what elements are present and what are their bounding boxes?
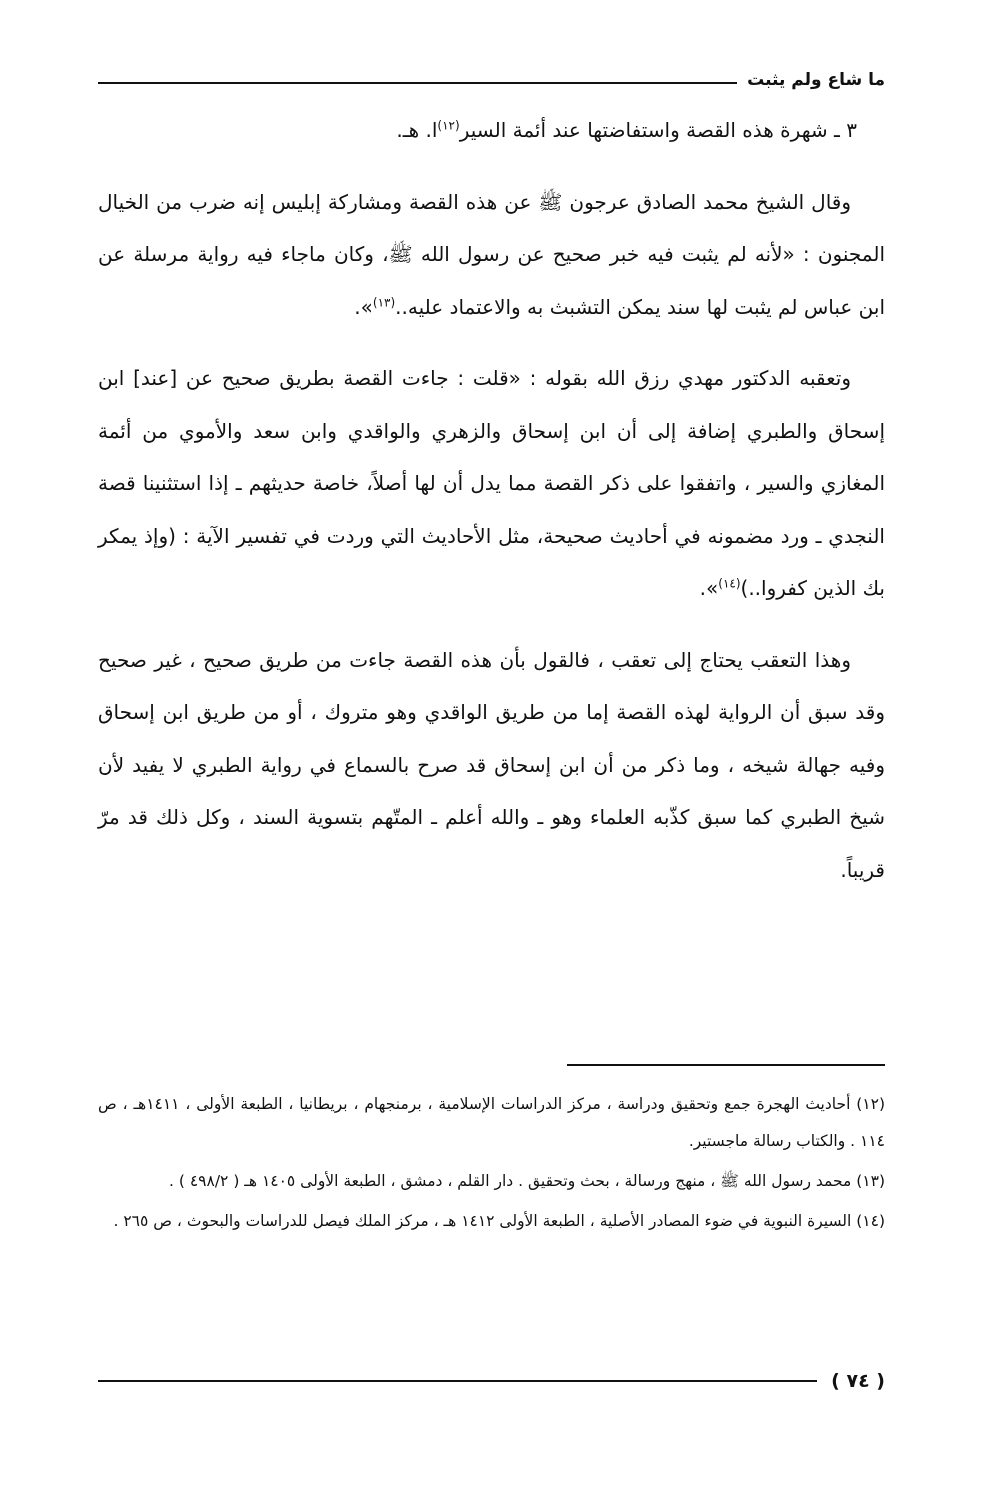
- paragraph-1-text: ٣ ـ شهرة هذه القصة واستفاضتها عند أئمة السير: [459, 118, 857, 142]
- footnote-ref-14: (١٤): [718, 576, 741, 591]
- paragraph-2-text: وقال الشيخ محمد الصادق عرجون ﷺ عن هذه القصة ومشاركة إبليس إنه ضرب من الخيال المجنون : «لأنه لم يثبت فيه خبر صحيح عن رسول الله ﷺ، وكان ماجاء فيه رواية مرسلة عن ابن عباس لم يثبت لها سند يمكن التشبث به والاعتماد عليه..: [98, 189, 885, 319]
- running-header-title: ما شاع ولم يثبت: [747, 70, 885, 90]
- footnotes: [98, 1086, 885, 1243]
- paragraph-1-end: ا. هـ.: [396, 118, 438, 142]
- footnote-13: (١٣) محمد رسول الله ﷺ ، منهج ورسالة ، بحث وتحقيق . دار القلم ، دمشق ، الطبعة الأولى ١٤٠٥ هـ ( ٤٩٨/٢ ) .: [169, 1172, 885, 1190]
- footnote-ref-13: (١٣): [372, 294, 396, 309]
- paragraph-2: [98, 176, 885, 334]
- paragraph-1: [98, 104, 885, 157]
- footer-rule: [98, 1380, 817, 1382]
- footnote-12: (١٢) أحاديث الهجرة جمع وتحقيق ودراسة ، مركز الدراسات الإسلامية ، برمنجهام ، بريطانيا ، الطبعة الأولى ، ١٤١١هـ ، ص ١١٤ . والكتاب رسالة ماجستير.: [98, 1095, 886, 1150]
- paragraph-2-end: ».: [354, 294, 373, 319]
- page-footer: [98, 1366, 885, 1396]
- footnote-separator: [567, 1064, 885, 1066]
- paragraph-3: [98, 352, 885, 615]
- footnote-ref-12: (١٢): [437, 118, 460, 133]
- paragraph-3-text: وتعقبه الدكتور مهدي رزق الله بقوله : «قلت : جاءت القصة بطريق صحيح عن [عند] ابن إسحاق والطبري إضافة إلى أن ابن إسحاق والزهري والواقدي وابن سعد والأموي من أئمة المغازي والسير ، واتفقوا على ذكر القصة مما يدل أن لها أصلاً، خاصة حديثهم ـ إذا استثنينا قصة النجدي ـ ورد مضمونه في أحاديث صحيحة، مثل الأحاديث التي وردت في تفسير الآية : (وإذ يمكر بك الذين كفروا..): [98, 366, 885, 600]
- main-text: [98, 104, 885, 915]
- paragraph-4: وهذا التعقب يحتاج إلى تعقب ، فالقول بأن هذه القصة جاءت من طريق صحيح ، غير صحيح وقد سبق أن الرواية لهذه القصة إما من طريق الواقدي وهو متروك ، أو من طريق ابن إسحاق وفيه جهالة شيخه ، وما ذكر من أن ابن إسحاق قد صرح بالسماع في رواية الطبري لا يفيد لأن شيخ الطبري كما سبق كذّبه العلماء وهو ـ والله أعلم ـ المتّهم بتسوية السند ، وكل ذلك قد مرّ قريباً.: [98, 647, 885, 882]
- header-rule: [98, 82, 737, 84]
- page-number: ( ٧٤ ): [831, 1370, 885, 1392]
- paragraph-3-end: ».: [699, 576, 719, 600]
- footnote-14: (١٤) السيرة النبوية في ضوء المصادر الأصلية ، الطبعة الأولى ١٤١٢ هـ ، مركز الملك فيصل للدراسات والبحوث ، ص ٢٦٥ .: [113, 1212, 885, 1230]
- running-header: [98, 66, 885, 94]
